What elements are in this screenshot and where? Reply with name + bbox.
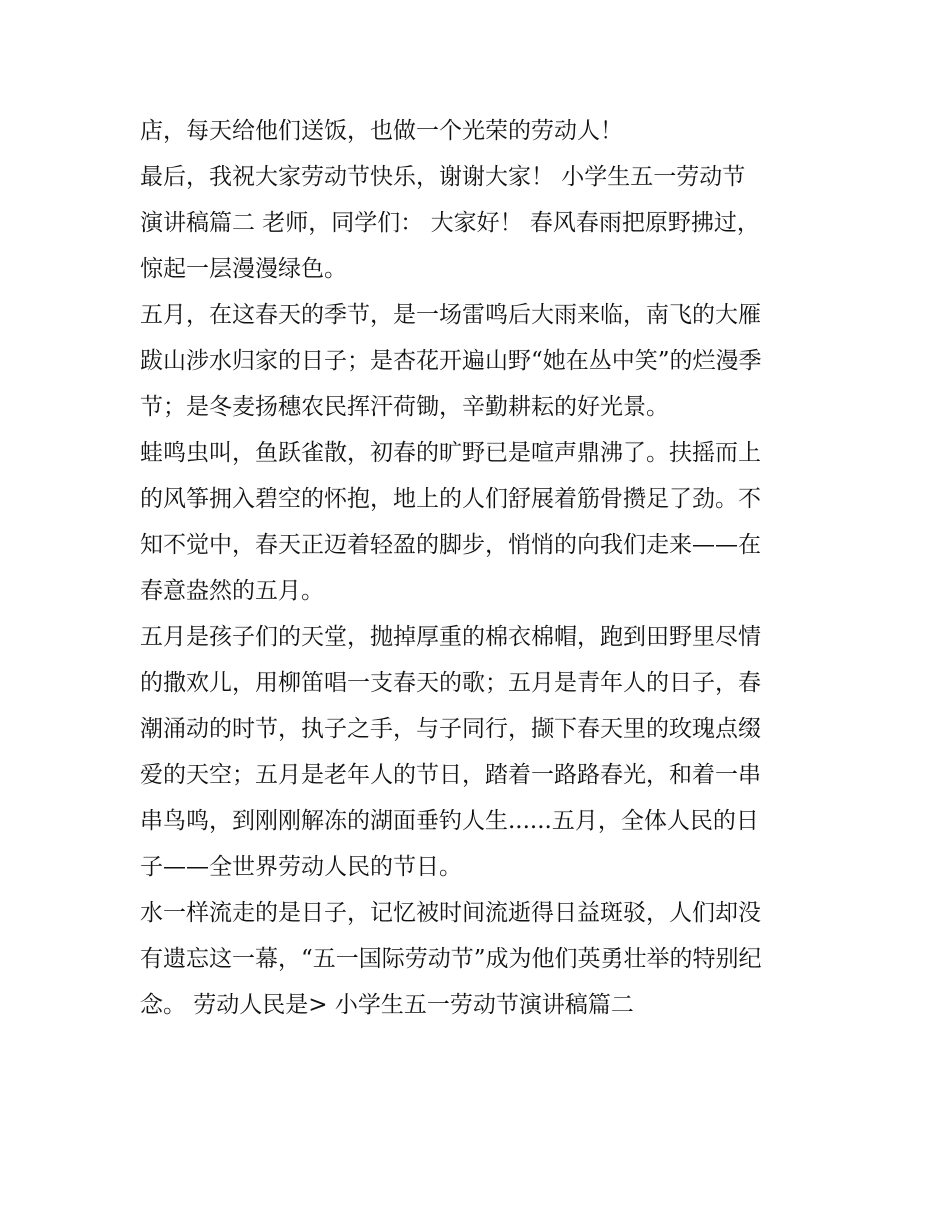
paragraph-5 xyxy=(140,614,820,890)
paragraph-6 xyxy=(140,890,820,1028)
text-line: 最后，我祝大家劳动节快乐，谢谢大家！ 小学生五一劳动节 xyxy=(140,164,746,190)
text-line: 的撒欢儿，用柳笛唱一支春天的歌；五月是青年人的日子，春 xyxy=(140,670,761,696)
paragraph-4 xyxy=(140,430,820,614)
document-body xyxy=(140,108,820,1028)
text-line: 串鸟鸣，到刚刚解冻的湖面垂钓人生......五月，全体人民的日 xyxy=(140,808,759,834)
paragraph-1 xyxy=(140,108,820,154)
text-line: 的风筝拥入碧空的怀抱，地上的人们舒展着筋骨攒足了劲。不 xyxy=(140,486,761,512)
text-line: 潮涌动的时节，执子之手，与子同行，撷下春天里的玫瑰点缀 xyxy=(140,716,761,742)
text-line: 春意盎然的五月。 xyxy=(140,578,324,604)
text-line: 爱的天空；五月是老年人的节日，踏着一路路春光，和着一串 xyxy=(140,762,761,788)
text-line: 五月，在这春天的季节，是一场雷鸣后大雨来临，南飞的大雁 xyxy=(140,302,761,328)
text-line: 跋山涉水归家的日子；是杏花开遍山野“她在丛中笑”的烂漫季 xyxy=(140,348,762,374)
text-line: 演讲稿篇二 老师，同学们： 大家好！ 春风春雨把原野拂过， xyxy=(140,210,760,236)
text-line: 店，每天给他们送饭，也做一个光荣的劳动人！ xyxy=(140,118,623,144)
paragraph-3 xyxy=(140,292,820,430)
text-line: 有遗忘这一幕，“五一国际劳动节”成为他们英勇壮举的特别纪 xyxy=(140,946,762,972)
text-line: 子——全世界劳动人民的节日。 xyxy=(140,854,462,880)
text-line: 水一样流走的是日子，记忆被时间流逝得日益斑驳，人们却没 xyxy=(140,900,761,926)
text-line: 惊起一层漫漫绿色。 xyxy=(140,256,347,282)
text-line: 节；是冬麦扬穗农民挥汗荷锄，辛勤耕耘的好光景。 xyxy=(140,394,669,420)
text-line: 知不觉中，春天正迈着轻盈的脚步，悄悄的向我们走来——在 xyxy=(140,532,761,558)
paragraph-2 xyxy=(140,154,820,292)
text-line: 五月是孩子们的天堂，抛掉厚重的棉衣棉帽，跑到田野里尽情 xyxy=(140,624,761,650)
text-line: 蛙鸣虫叫，鱼跃雀散，初春的旷野已是喧声鼎沸了。扶摇而上 xyxy=(140,440,761,466)
text-line: 念。 劳动人民是> 小学生五一劳动节演讲稿篇二 xyxy=(140,992,634,1018)
